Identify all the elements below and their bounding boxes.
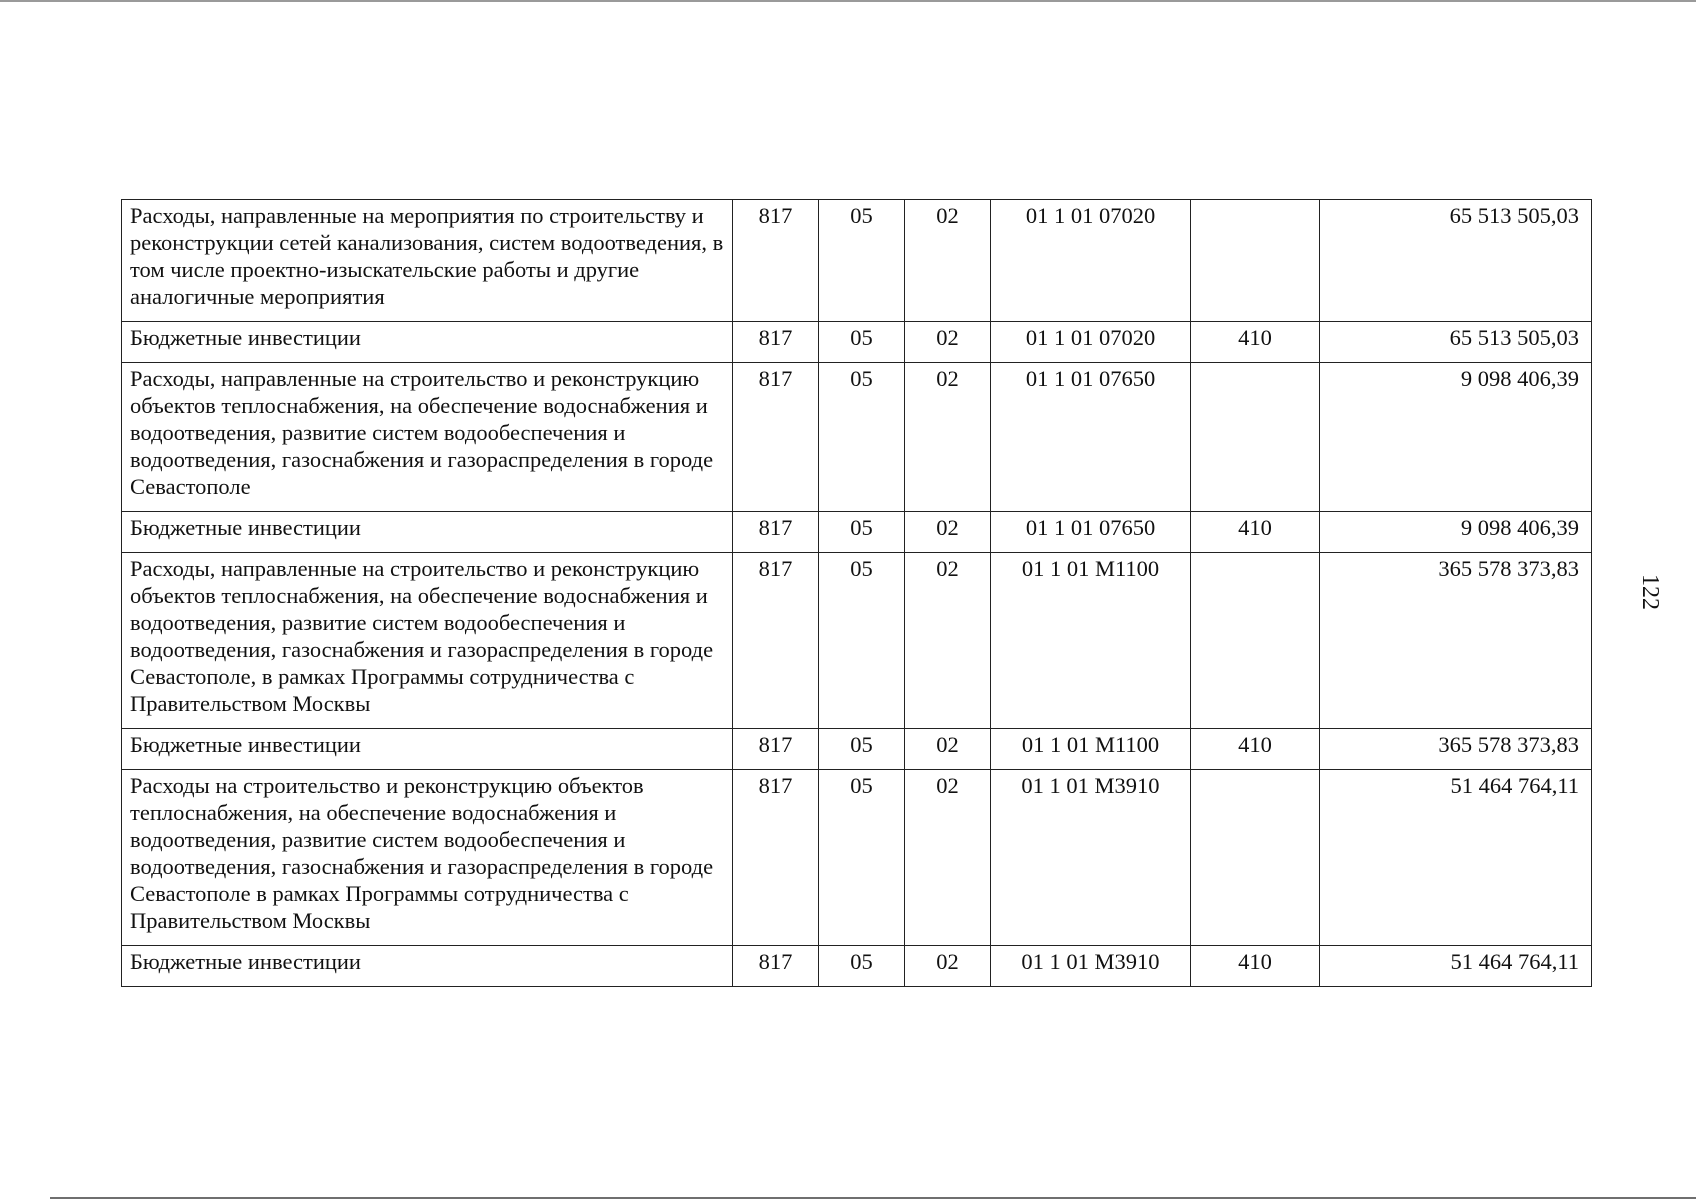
cell-target-article: 01 1 01 07020 [991,322,1191,363]
cell-amount: 365 578 373,83 [1320,553,1592,729]
cell-section-code: 05 [819,512,905,553]
cell-description: Бюджетные инвестиции [122,322,733,363]
table-row [122,322,1592,363]
cell-expense-type [1191,200,1320,322]
cell-description: Бюджетные инвестиции [122,729,733,770]
table-row [122,363,1592,512]
cell-expense-type: 410 [1191,729,1320,770]
cell-subsection-code: 02 [905,200,991,322]
cell-section-code: 05 [819,363,905,512]
cell-subsection-code: 02 [905,322,991,363]
page-number: 122 [1637,574,1663,610]
cell-section-code: 05 [819,770,905,946]
cell-expense-type [1191,363,1320,512]
cell-expense-type: 410 [1191,512,1320,553]
cell-amount: 9 098 406,39 [1320,512,1592,553]
cell-target-article: 01 1 01 M1100 [991,553,1191,729]
cell-grbs-code: 817 [733,770,819,946]
cell-section-code: 05 [819,553,905,729]
cell-grbs-code: 817 [733,200,819,322]
cell-grbs-code: 817 [733,729,819,770]
cell-expense-type: 410 [1191,322,1320,363]
table-row [122,729,1592,770]
cell-description: Бюджетные инвестиции [122,512,733,553]
cell-subsection-code: 02 [905,729,991,770]
bottom-border-line [50,1197,1696,1199]
table-row [122,512,1592,553]
cell-target-article: 01 1 01 07650 [991,363,1191,512]
cell-grbs-code: 817 [733,553,819,729]
cell-target-article: 01 1 01 07020 [991,200,1191,322]
cell-subsection-code: 02 [905,512,991,553]
cell-target-article: 01 1 01 M3910 [991,770,1191,946]
cell-target-article: 01 1 01 M1100 [991,729,1191,770]
cell-amount: 51 464 764,11 [1320,946,1592,987]
cell-description: Бюджетные инвестиции [122,946,733,987]
cell-section-code: 05 [819,946,905,987]
top-border-line [0,0,1696,2]
cell-amount: 51 464 764,11 [1320,770,1592,946]
cell-description: Расходы, направленные на мероприятия по строительству и реконструкции сетей канализования, систем водоотведения, в том числе проектно-изыскательские работы и другие аналогичные мероприятия [122,200,733,322]
cell-section-code: 05 [819,200,905,322]
cell-section-code: 05 [819,322,905,363]
cell-subsection-code: 02 [905,770,991,946]
cell-grbs-code: 817 [733,946,819,987]
cell-subsection-code: 02 [905,363,991,512]
cell-target-article: 01 1 01 M3910 [991,946,1191,987]
cell-grbs-code: 817 [733,512,819,553]
cell-subsection-code: 02 [905,553,991,729]
budget-table [121,199,1592,987]
table-row [122,946,1592,987]
cell-target-article: 01 1 01 07650 [991,512,1191,553]
table-row [122,200,1592,322]
table-row [122,770,1592,946]
cell-grbs-code: 817 [733,322,819,363]
cell-grbs-code: 817 [733,363,819,512]
cell-expense-type [1191,770,1320,946]
table-row [122,553,1592,729]
cell-description: Расходы на строительство и реконструкцию объектов теплоснабжения, на обеспечение водоснабжения и водоотведения, развитие систем водообеспечения и водоотведения, газоснабжения и газораспределения в городе Севастополе в рамках Программы сотрудничества с Правительством Москвы [122,770,733,946]
cell-expense-type: 410 [1191,946,1320,987]
cell-description: Расходы, направленные на строительство и реконструкцию объектов теплоснабжения, на обеспечение водоснабжения и водоотведения, развитие систем водообеспечения и водоотведения, газоснабжения и газораспределения в городе Севастополе [122,363,733,512]
cell-amount: 65 513 505,03 [1320,200,1592,322]
cell-amount: 9 098 406,39 [1320,363,1592,512]
cell-amount: 65 513 505,03 [1320,322,1592,363]
cell-amount: 365 578 373,83 [1320,729,1592,770]
cell-expense-type [1191,553,1320,729]
cell-section-code: 05 [819,729,905,770]
cell-description: Расходы, направленные на строительство и реконструкцию объектов теплоснабжения, на обеспечение водоснабжения и водоотведения, развитие систем водообеспечения и водоотведения, газоснабжения и газораспределения в городе Севастополе, в рамках Программы сотрудничества с Правительством Москвы [122,553,733,729]
cell-subsection-code: 02 [905,946,991,987]
